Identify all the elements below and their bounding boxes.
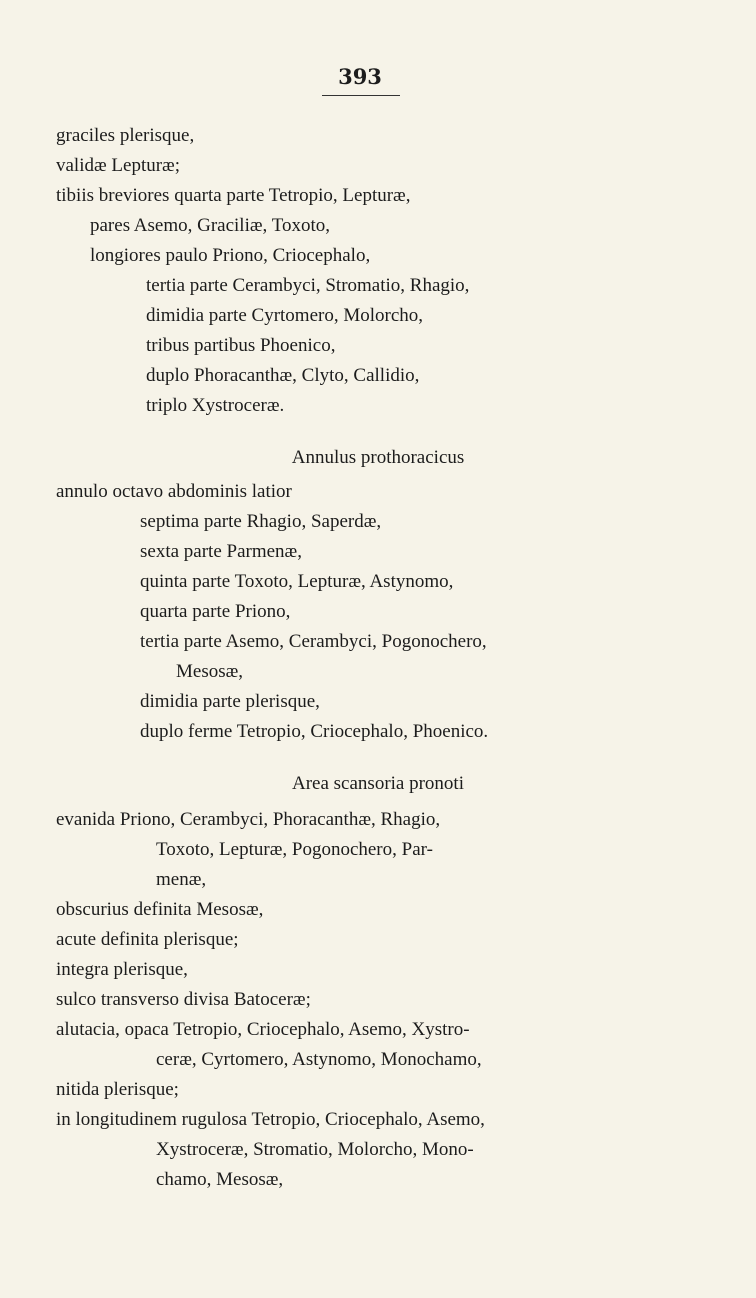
text-line: validæ Lepturæ; (56, 155, 181, 176)
text-line: evanida Priono, Cerambyci, Phoracanthæ, Rhagio, (56, 809, 441, 830)
text-line: sexta parte Parmenæ, (140, 541, 302, 562)
text-line: annulo octavo abdominis latior (56, 481, 292, 502)
text-line: tertia parte Cerambyci, Stromatio, Rhagio, (146, 275, 470, 296)
text-line: acute definita plerisque; (56, 929, 239, 950)
text-line: pares Asemo, Graciliæ, Toxoto, (90, 215, 331, 236)
text-line: quarta parte Priono, (140, 601, 291, 622)
text-line: nitida plerisque; (56, 1079, 179, 1100)
section-heading: Area scansoria pronoti (292, 773, 464, 794)
page-number-underline (322, 95, 400, 96)
text-line: duplo ferme Tetropio, Criocephalo, Phoenico. (140, 721, 489, 742)
text-line: septima parte Rhagio, Saperdæ, (140, 511, 382, 532)
text-line: Xystroceræ, Stromatio, Molorcho, Mono- (156, 1139, 474, 1160)
text-line: duplo Phoracanthæ, Clyto, Callidio, (146, 365, 420, 386)
text-line: tibiis breviores quarta parte Tetropio, Lepturæ, (56, 185, 411, 206)
text-line: Toxoto, Lepturæ, Pogonochero, Par- (156, 839, 433, 860)
text-line: obscurius definita Mesosæ, (56, 899, 264, 920)
text-line: longiores paulo Priono, Criocephalo, (90, 245, 371, 266)
text-line: triplo Xystroceræ. (146, 395, 285, 416)
text-line: dimidia parte plerisque, (140, 691, 320, 712)
text-line: in longitudinem rugulosa Tetropio, Criocephalo, Asemo, (56, 1109, 485, 1130)
text-line: quinta parte Toxoto, Lepturæ, Astynomo, (140, 571, 454, 592)
text-line: chamo, Mesosæ, (156, 1169, 284, 1190)
page-number: 393 (338, 64, 382, 89)
text-line: alutacia, opaca Tetropio, Criocephalo, Asemo, Xystro- (56, 1019, 470, 1040)
text-line: dimidia parte Cyrtomero, Molorcho, (146, 305, 424, 326)
text-line: menæ, (156, 869, 207, 890)
text-line: sulco transverso divisa Batoceræ; (56, 989, 311, 1010)
text-line: tribus partibus Phoenico, (146, 335, 336, 356)
text-line: tertia parte Asemo, Cerambyci, Pogonochero, (140, 631, 487, 652)
text-line: ceræ, Cyrtomero, Astynomo, Monochamo, (156, 1049, 482, 1070)
text-line: integra plerisque, (56, 959, 188, 980)
section-heading: Annulus prothoracicus (291, 447, 465, 468)
text-line: Mesosæ, (176, 661, 244, 682)
text-line: graciles plerisque, (56, 125, 195, 146)
